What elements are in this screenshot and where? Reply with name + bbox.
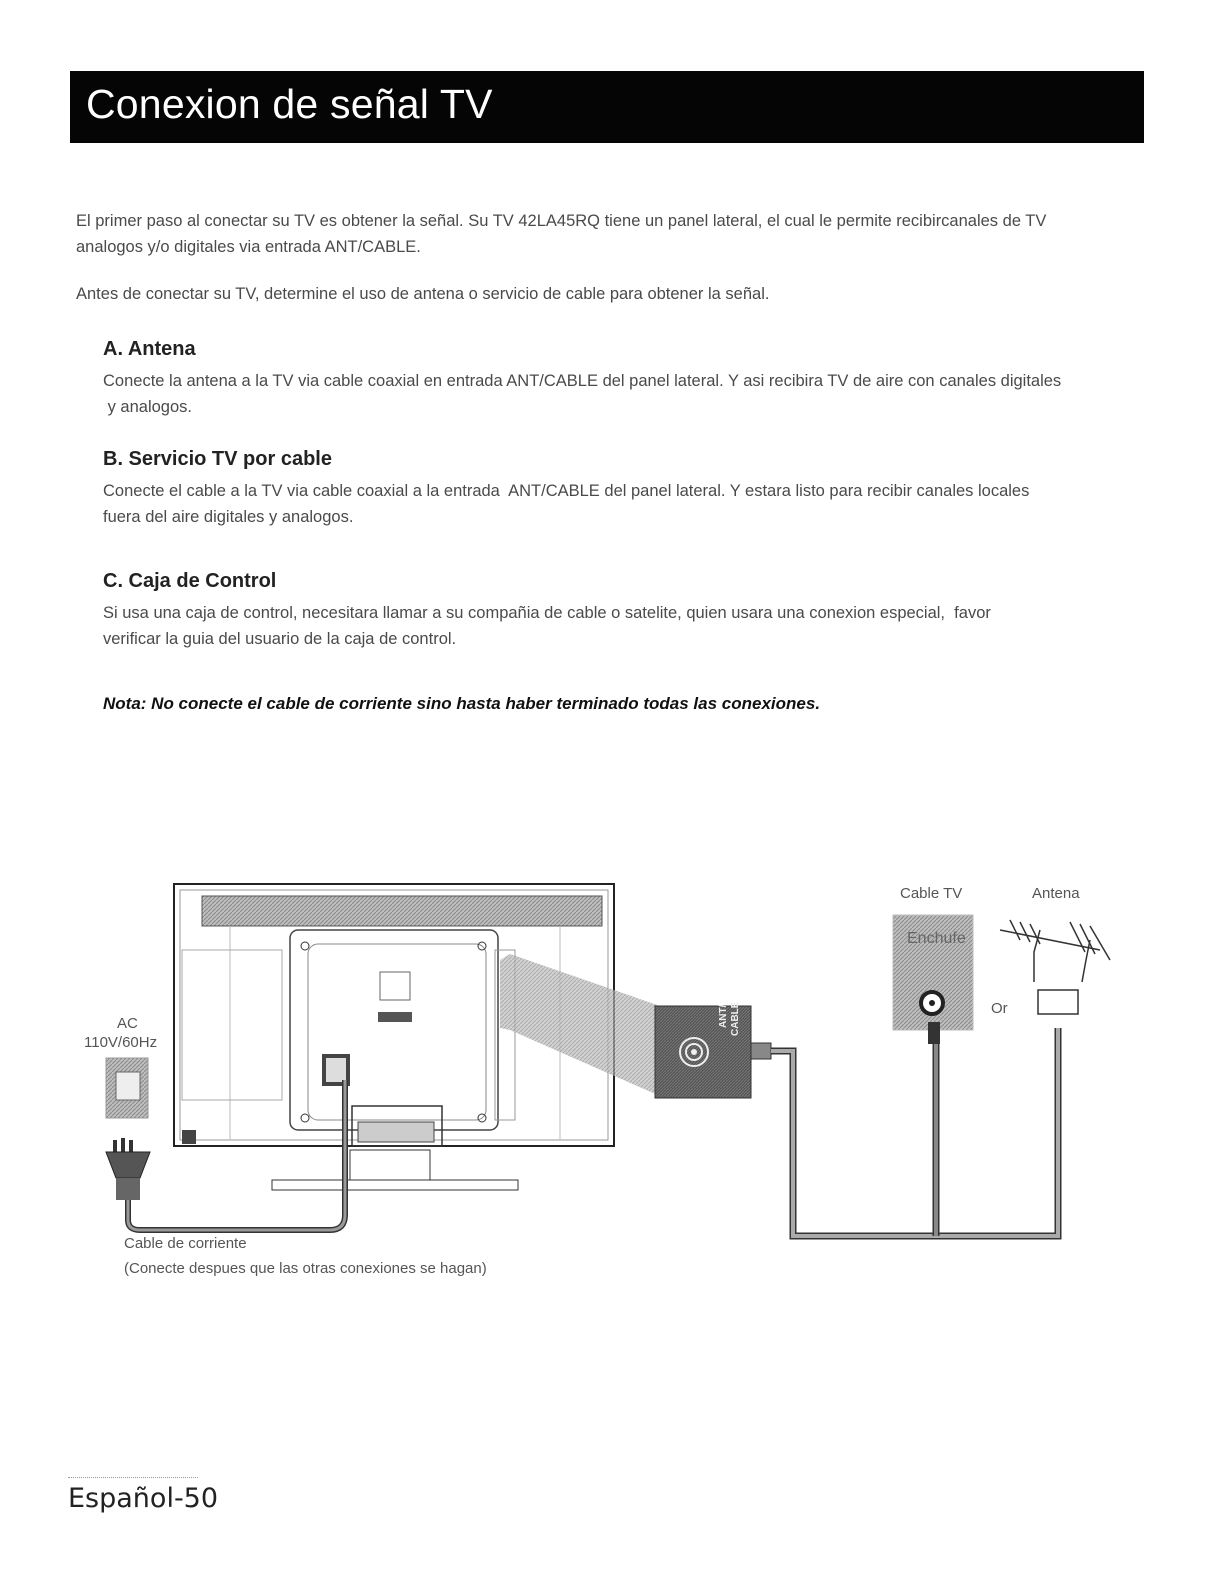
- section-b-heading: B. Servicio TV por cable: [103, 448, 332, 470]
- section-a-line-2: y analogos.: [103, 398, 192, 416]
- intro-line-2: analogos y/o digitales via entrada ANT/CABLE.: [76, 238, 421, 256]
- ac-outlet: [106, 1058, 148, 1118]
- connection-diagram: [0, 860, 1224, 1290]
- section-b-line-1: Conecte el cable a la TV via cable coaxial a la entrada ANT/CABLE del panel lateral. Y estara listo para recibir canales locales: [103, 482, 1030, 500]
- page-number: Español-50: [68, 1483, 219, 1514]
- section-b-line-2: fuera del aire digitales y analogos.: [103, 508, 354, 526]
- intro-line-1: El primer paso al conectar su TV es obtener la señal. Su TV 42LA45RQ tiene un panel lateral, el cual le permite recibircanales de TV: [76, 212, 1047, 230]
- section-a-heading: A. Antena: [103, 338, 196, 360]
- enchufe-label: Enchufe: [907, 930, 966, 947]
- footer-divider: [68, 1477, 198, 1478]
- ac-label: AC: [117, 1015, 138, 1032]
- port-label-cable: CABLE: [730, 1001, 741, 1036]
- antenna-drawing: [1000, 920, 1110, 1014]
- section-c-line-2: verificar la guia del usuario de la caja de control.: [103, 630, 457, 648]
- coax-cable: [751, 1028, 1058, 1236]
- title-bar: [70, 71, 1144, 143]
- section-a-line-1: Conecte la antena a la TV via cable coaxial en entrada ANT/CABLE del panel lateral. Y asi recibira TV de aire con canales digitales: [103, 372, 1062, 390]
- ac-voltage-label: 110V/60Hz: [84, 1034, 158, 1051]
- antena-label: Antena: [1032, 885, 1080, 902]
- power-cable-label: Cable de corriente: [124, 1235, 247, 1252]
- section-c-line-1: Si usa una caja de control, necesitara llamar a su compañia de cable o satelite, quien usara una conexion especial, favor: [103, 604, 991, 622]
- power-cable-note: (Conecte despues que las otras conexiones se hagan): [124, 1260, 487, 1277]
- section-c-heading: C. Caja de Control: [103, 570, 277, 592]
- cable-tv-label: Cable TV: [900, 885, 963, 902]
- page-title: Conexion de señal TV: [86, 81, 493, 127]
- diagram-artwork: [0, 860, 1224, 1290]
- port-label-ant: ANT/: [718, 1004, 729, 1028]
- or-label: Or: [991, 1000, 1008, 1017]
- intro-paragraph-2: Antes de conectar su TV, determine el uso de antena o servicio de cable para obtener la señal.: [76, 285, 770, 303]
- warning-note: Nota: No conecte el cable de corriente sino hasta haber terminado todas las conexiones.: [103, 694, 821, 713]
